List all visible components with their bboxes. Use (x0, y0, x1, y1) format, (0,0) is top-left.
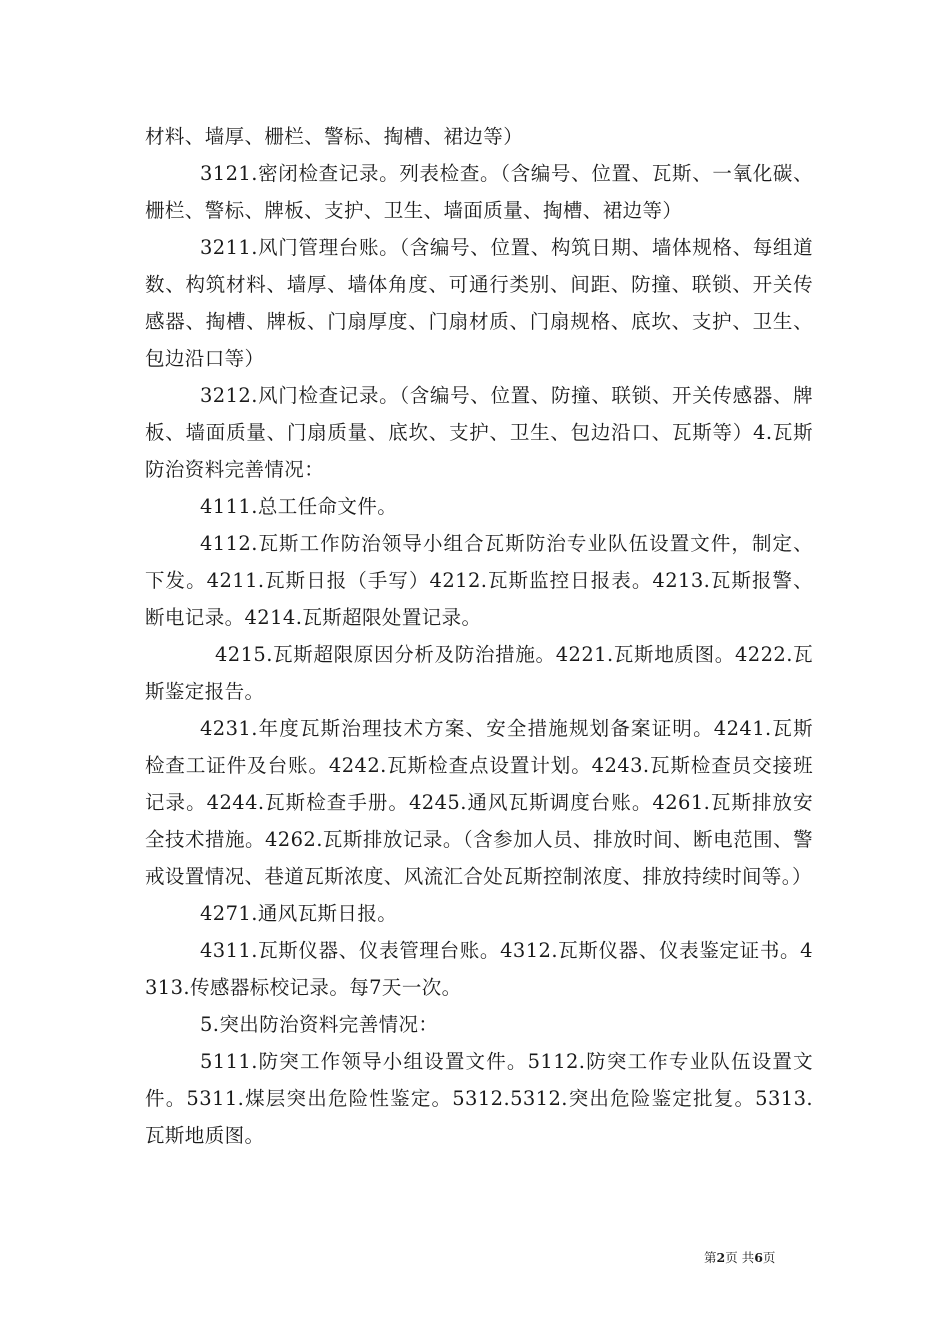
paragraph-3211: 3211.风门管理台账。（含编号、位置、构筑日期、墙体规格、每组道数、构筑材料、墙厚、墙体角度、可通行类别、间距、防撞、联锁、开关传感器、掏槽、牌板、门扇厚度、门扇材质、门扇规格、底坎、支护、卫生、包边沿口等） (145, 236, 813, 370)
paragraph-4111: 4111.总工任命文件。 (200, 495, 398, 518)
page-number-footer (704, 1248, 775, 1266)
footer-prefix: 第 (704, 1250, 717, 1265)
paragraph-4311: 4311.瓦斯仪器、仪表管理台账。4312.瓦斯仪器、仪表鉴定证书。4313.传感器标校记录。每7天一次。 (145, 939, 813, 999)
footer-middle: 页 共 (725, 1250, 755, 1265)
paragraph-4215: 4215.瓦斯超限原因分析及防治措施。4221.瓦斯地质图。4222.瓦斯鉴定报告。 (145, 643, 813, 703)
paragraph-4112: 4112.瓦斯工作防治领导小组合瓦斯防治专业队伍设置文件，制定、下发。4211.瓦斯日报（手写）4212.瓦斯监控日报表。4213.瓦斯报警、断电记录。4214.瓦斯超限处置记录。 (145, 532, 813, 629)
paragraph-section-5: 5.突出防治资料完善情况： (200, 1013, 439, 1036)
footer-total-pages: 6 (754, 1250, 763, 1265)
paragraph-3121: 3121.密闭检查记录。列表检查。（含编号、位置、瓦斯、一氧化碳、栅栏、警标、牌板、支护、卫生、墙面质量、掏槽、裙边等） (145, 162, 813, 222)
document-body (145, 118, 813, 1154)
paragraph-4231: 4231.年度瓦斯治理技术方案、安全措施规划备案证明。4241.瓦斯检查工证件及台账。4242.瓦斯检查点设置计划。4243.瓦斯检查员交接班记录。4244.瓦斯检查手册。4245.通风瓦斯调度台账。4261.瓦斯排放安全技术措施。4262.瓦斯排放记录。（含参加人员、排放时间、断电范围、警戒设置情况、巷道瓦斯浓度、风流汇合处瓦斯控制浓度、排放持续时间等。） (145, 717, 813, 888)
paragraph-5111: 5111.防突工作领导小组设置文件。5112.防突工作专业队伍设置文件。5311.煤层突出危险性鉴定。5312.5312.突出危险鉴定批复。5313.瓦斯地质图。 (145, 1050, 813, 1147)
paragraph-continuation: 材料、墙厚、栅栏、警标、掏槽、裙边等） (145, 125, 524, 148)
footer-suffix: 页 (762, 1250, 776, 1265)
footer-current-page: 2 (716, 1250, 726, 1265)
paragraph-3212: 3212.风门检查记录。（含编号、位置、防撞、联锁、开关传感器、牌板、墙面质量、门扇质量、底坎、支护、卫生、包边沿口、瓦斯等）4.瓦斯防治资料完善情况： (145, 384, 813, 481)
paragraph-4271: 4271.通风瓦斯日报。 (200, 902, 398, 925)
